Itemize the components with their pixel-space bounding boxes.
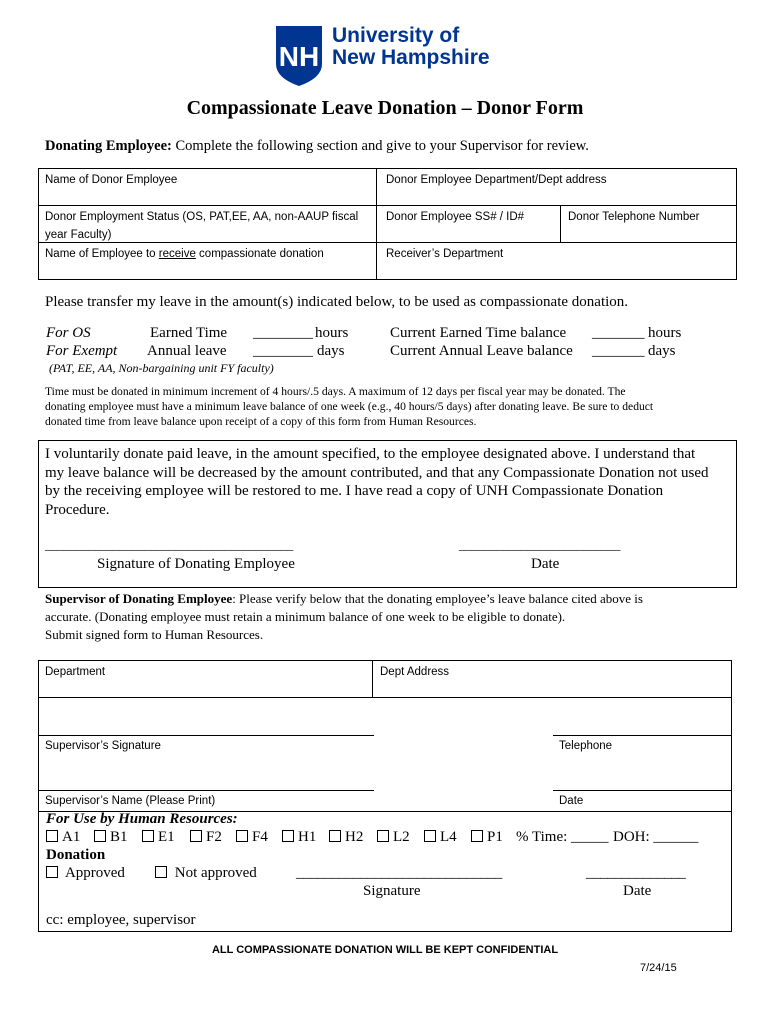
code-label: E1 [158, 829, 175, 845]
percent-time-field[interactable]: % Time: _____ [516, 829, 609, 845]
donating-label: Donating Employee: [45, 138, 172, 154]
svg-text:NH: NH [278, 41, 320, 72]
rules-line-1: Time must be donated in minimum increment of 4 hours/.5 days. A maximum of 12 days per fiscal year may be donated. The [45, 385, 626, 398]
checkbox-icon [471, 830, 483, 842]
leave-type-exempt: For Exempt [46, 343, 118, 359]
code-h1-checkbox[interactable] [282, 829, 316, 846]
not-approved-label: Not approved [174, 865, 257, 881]
receiver-label-underlined: receive [158, 248, 196, 260]
code-p1-checkbox[interactable] [471, 829, 503, 846]
code-f4-checkbox[interactable] [236, 829, 268, 846]
checkbox-icon [46, 866, 58, 878]
balance-label-exempt: Current Annual Leave balance [390, 343, 573, 359]
checkbox-icon [236, 830, 248, 842]
hr-signature-line[interactable]: _____________________________ [296, 865, 502, 881]
hr-codes-row [46, 829, 736, 849]
donating-text: Complete the following section and give to your Supervisor for review. [171, 138, 589, 154]
receiver-dept-field[interactable]: Receiver’s Department [386, 248, 504, 260]
balance-label-os: Current Earned Time balance [390, 325, 567, 341]
leave-kind-exempt: Annual leave [147, 343, 227, 359]
unh-logo [274, 24, 514, 90]
supervisor-line-3: Submit signed form to Human Resources. [45, 627, 264, 642]
code-l2-checkbox[interactable] [377, 829, 410, 846]
telephone-field[interactable]: Telephone [559, 740, 613, 752]
checkbox-icon [424, 830, 436, 842]
statement-line-2: my leave balance will be decreased by the amount contributed, and that any Compassionate Donation not used [45, 464, 709, 481]
annual-balance-blank[interactable]: _______ [592, 343, 645, 359]
balance-unit-exempt: days [648, 343, 676, 359]
code-label: P1 [487, 829, 503, 845]
exempt-note: (PAT, EE, AA, Non-bargaining unit FY faculty) [49, 361, 274, 375]
not-approved-checkbox[interactable] [155, 865, 257, 882]
checkbox-icon [190, 830, 202, 842]
hr-date-label: Date [623, 883, 652, 899]
page-title: Compassionate Leave Donation – Donor Form [186, 97, 584, 119]
statement-line-1: I voluntarily donate paid leave, in the amount specified, to the employee designated above. I understand that [45, 446, 696, 462]
donation-heading: Donation [46, 847, 106, 863]
donor-name-field[interactable]: Name of Donor Employee [45, 174, 178, 186]
donating-intro [45, 138, 589, 155]
checkbox-icon [46, 830, 58, 842]
checkbox-icon [142, 830, 154, 842]
leave-row-os [0, 325, 770, 345]
code-f2-checkbox[interactable] [190, 829, 222, 846]
supervisor-intro [45, 590, 643, 644]
supervisor-name-field[interactable]: Supervisor’s Name (Please Print) [45, 795, 216, 807]
doh-field[interactable]: DOH: ______ [613, 829, 699, 845]
earned-balance-blank[interactable]: _______ [592, 325, 645, 341]
version-date: 7/24/15 [640, 962, 677, 974]
hr-signature-label: Signature [363, 883, 421, 899]
donor-status-field[interactable] [45, 208, 358, 244]
leave-type-os: For OS [46, 325, 91, 341]
donor-dept-field[interactable]: Donor Employee Department/Dept address [386, 174, 607, 186]
code-label: B1 [110, 829, 128, 845]
donor-status-line-1: Donor Employment Status (OS, PAT,EE, AA, non-AAUP fiscal [45, 211, 359, 223]
supervisor-label: Supervisor of Donating Employee [45, 591, 233, 606]
donor-date-label: Date [531, 556, 560, 572]
rules-text [45, 384, 653, 429]
checkbox-icon [94, 830, 106, 842]
code-label: H2 [345, 829, 364, 845]
annual-leave-days-blank[interactable]: ________ [253, 343, 313, 359]
checkbox-icon [282, 830, 294, 842]
statement-line-4: Procedure. [45, 501, 110, 518]
supervisor-line-2: accurate. (Donating employee must retain a minimum balance of one week to be eligible to donate). [45, 609, 566, 624]
donor-signature-line[interactable]: ________________________________________ [45, 537, 294, 552]
receiver-label-pre: Name of Employee to [45, 248, 159, 260]
checkbox-icon [329, 830, 341, 842]
earned-time-hours-blank[interactable]: ________ [253, 325, 313, 341]
balance-unit-os: hours [648, 325, 682, 341]
approved-checkbox[interactable] [46, 865, 125, 882]
leave-unit-os: hours [315, 325, 349, 341]
checkbox-icon [377, 830, 389, 842]
supervisor-date-field[interactable]: Date [559, 795, 584, 807]
unh-shield-icon [274, 24, 324, 88]
supervisor-line-1: : Please verify below that the donating employee’s leave balance cited above is [232, 591, 643, 606]
code-a1-checkbox[interactable] [46, 829, 80, 846]
donor-phone-field[interactable]: Donor Telephone Number [568, 211, 700, 223]
code-label: L4 [440, 829, 457, 845]
code-label: L2 [393, 829, 410, 845]
statement-line-3: by the receiving employee will be restored to me. I have read a copy of UNH Compassionate Donation [45, 483, 664, 499]
rules-line-2: donating employee must have a minimum leave balance of one week (e.g., 40 hours/5 days) after donating leave. Be sure to deduct [45, 400, 654, 413]
rules-line-3: donated time from leave balance upon receipt of a copy of this form from Human Resources. [45, 415, 477, 428]
code-label: H1 [298, 829, 317, 845]
transfer-text: Please transfer my leave in the amount(s) indicated below, to be used as compassionate donation. [45, 294, 629, 310]
leave-row-exempt [0, 343, 770, 363]
receiver-label-post: compassionate donation [195, 248, 324, 260]
donor-date-line[interactable]: __________________________ [459, 537, 621, 552]
code-label: F4 [252, 829, 268, 845]
leave-kind-os: Earned Time [150, 325, 228, 341]
receiver-name-field[interactable] [45, 245, 324, 263]
code-e1-checkbox[interactable] [142, 829, 175, 846]
code-l4-checkbox[interactable] [424, 829, 457, 846]
leave-unit-exempt: days [317, 343, 345, 359]
checkbox-icon [155, 866, 167, 878]
approved-label: Approved [64, 865, 125, 881]
code-label: A1 [62, 829, 81, 845]
donor-ssn-field[interactable]: Donor Employee SS# / ID# [386, 211, 525, 223]
donor-status-line-2: year Faculty) [45, 229, 112, 241]
dept-address-field[interactable]: Dept Address [380, 666, 450, 678]
cc-line: cc: employee, supervisor [46, 912, 196, 928]
code-b1-checkbox[interactable] [94, 829, 128, 846]
logo-line-2: New Hampshire [332, 46, 490, 69]
logo-line-1: University of [332, 24, 460, 47]
code-label: F2 [206, 829, 222, 845]
hr-heading: For Use by Human Resources: [46, 811, 238, 827]
department-field[interactable]: Department [45, 666, 106, 678]
donor-signature-label: Signature of Donating Employee [97, 556, 295, 572]
confidential-notice: ALL COMPASSIONATE DONATION WILL BE KEPT CONFIDENTIAL [211, 944, 559, 956]
code-h2-checkbox[interactable] [329, 829, 363, 846]
hr-date-line[interactable]: ______________ [586, 865, 686, 881]
statement-text [45, 445, 709, 519]
supervisor-signature-field[interactable]: Supervisor’s Signature [45, 740, 161, 752]
